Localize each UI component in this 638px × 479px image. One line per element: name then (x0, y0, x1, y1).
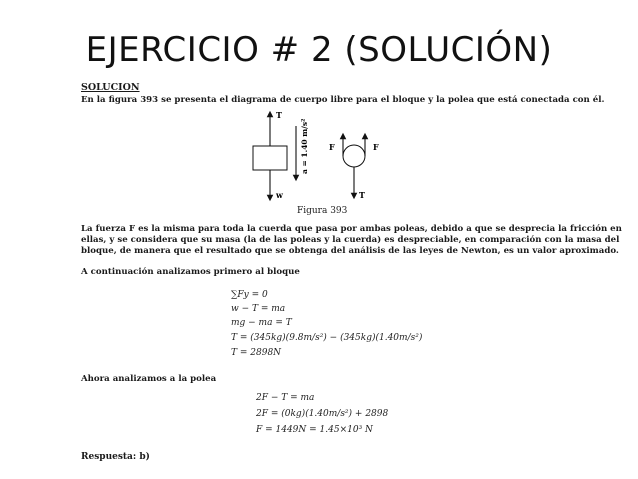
block-equation-4: T = (345kg)(9.8m/s²) − (345kg)(1.40m/s²) (231, 333, 423, 343)
tension-bottom-label: T (359, 190, 365, 200)
pulley-intro: Ahora analizamos a la polea (81, 374, 217, 384)
pulley-equation-3: F = 1449N = 1.45×10³ N (256, 425, 373, 435)
pulley-equation-2: 2F = (0kg)(1.40m/s²) + 2898 (256, 409, 389, 419)
pulley-equation-1: 2F − T = ma (256, 393, 315, 403)
acceleration-label: a = 1.40 m/s² (300, 118, 309, 174)
paragraph-line-1: La fuerza F es la misma para toda la cuerda que pasa por ambas poleas, debido a que se desprecia la fricción en (81, 224, 622, 234)
answer-text: Respuesta: b) (81, 452, 150, 462)
free-body-diagram (241, 106, 401, 206)
block-equation-3: mg − ma = T (231, 318, 292, 328)
block-equation-1: ∑Fy = 0 (231, 290, 268, 300)
f-left-label: F (329, 142, 335, 152)
block-intro: A continuación analizamos primero al bloque (81, 267, 300, 277)
pulley-shape (343, 145, 365, 167)
figure-caption: Figura 393 (297, 206, 348, 216)
weight-label: w (276, 190, 283, 200)
paragraph-line-3: bloque, de manera que el resultado que se obtenga del análisis de las leyes de Newton, es un valor aproximado. (81, 246, 619, 256)
block-equation-2: w − T = ma (231, 304, 286, 314)
slide-title: EJERCICIO # 2 (SOLUCIÓN) (85, 30, 553, 70)
block-shape (253, 146, 287, 170)
intro-text: En la figura 393 se presenta el diagrama de cuerpo libre para el bloque y la polea que está conectada con él. (81, 95, 605, 105)
solution-heading: SOLUCION (81, 82, 140, 93)
paragraph-line-2: ellas, y se considera que su masa (la de las poleas y la cuerda) es despreciable, en comparación con la masa del (81, 235, 620, 245)
f-right-label: F (373, 142, 379, 152)
tension-top-label: T (276, 110, 282, 120)
block-equation-5: T = 2898N (231, 348, 282, 358)
